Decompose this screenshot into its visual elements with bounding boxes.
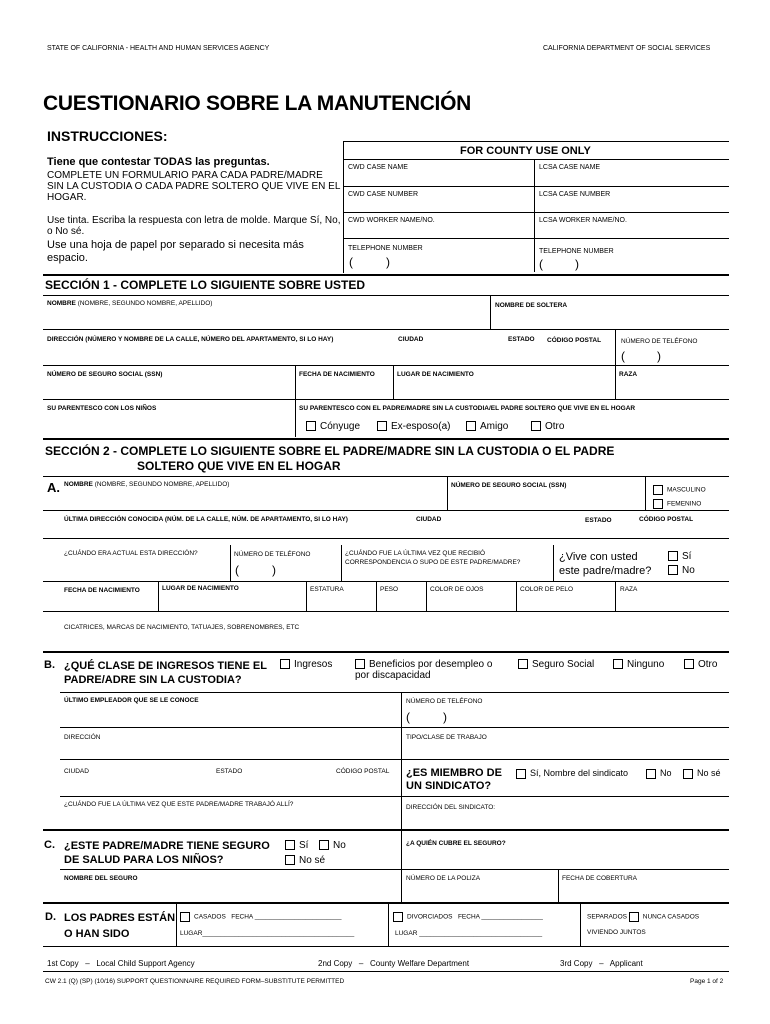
paren: (	[406, 710, 410, 724]
s1-codigo-field[interactable]: CÓDIGO POSTAL	[547, 337, 602, 344]
label: No sé	[697, 768, 721, 778]
s2-cicatrices-field[interactable]: CICATRICES, MARCAS DE NACIMIENTO, TATUAJES, SOBRENOMBRES, ETC	[64, 624, 300, 631]
checkbox[interactable]	[377, 421, 387, 431]
label: Sí	[299, 840, 309, 851]
checkbox[interactable]	[668, 565, 678, 575]
b-telefono-field[interactable]: NÚMERO DE TELÉFONO	[406, 698, 483, 705]
s1-direccion-field[interactable]: DIRECCIÓN (NÚMERO Y NOMBRE DE LA CALLE, NÚMERO DEL APARTAMENTO, SI LO HAY)	[47, 336, 334, 343]
label: Ingresos	[294, 659, 333, 670]
copy-1: 1st Copy – Local Child Support Agency	[47, 959, 195, 968]
checkbox[interactable]	[653, 499, 663, 509]
opt-seguro-si[interactable]	[285, 840, 308, 851]
b-tipo-field[interactable]: TIPO/CLASE DE TRABAJO	[406, 734, 487, 741]
label: Sí	[682, 551, 692, 562]
opt-sindicato-si[interactable]	[516, 768, 628, 779]
label: Ex-esposo(a)	[391, 421, 451, 432]
label: Amigo	[480, 421, 509, 432]
s2-ultima-dir-field[interactable]: ÚLTIMA DIRECCIÓN CONOCIDA (NÚM. DE LA CALLE, NÚM. DE APARTAMENTO, SI LO HAY)	[64, 516, 348, 523]
label: CASADOS	[194, 913, 226, 921]
checkbox[interactable]	[668, 551, 678, 561]
paren: (	[621, 349, 625, 363]
section-b-question: ¿QUÉ CLASE DE INGRESOS TIENE EL PADRE/ADRE SIN LA CUSTODIA?	[64, 660, 267, 686]
s1-fecha-nac-field[interactable]: FECHA DE NACIMIENTO	[299, 371, 375, 378]
lcsa-worker-field[interactable]: LCSA WORKER NAME/NO.	[539, 217, 627, 224]
opt-masculino[interactable]	[653, 485, 706, 495]
paren: )	[443, 710, 447, 724]
s2-ciudad-field[interactable]: CIUDAD	[416, 516, 442, 523]
opt-femenino[interactable]	[653, 499, 701, 509]
label: Otro	[545, 421, 565, 432]
page-title: CUESTIONARIO SOBRE LA MANUTENCIÓN	[43, 92, 471, 115]
opt-beneficios[interactable]	[355, 659, 505, 681]
section1-title: SECCIÓN 1 - COMPLETE LO SIGUIENTE SOBRE USTED	[45, 278, 366, 292]
s2-fecha-nac-field[interactable]: FECHA DE NACIMIENTO	[64, 587, 140, 594]
s2-pelo-field[interactable]: COLOR DE PELO	[520, 586, 574, 593]
s2-estado-field[interactable]: ESTADO	[585, 517, 612, 524]
opt-otro[interactable]	[531, 421, 564, 432]
vive-no[interactable]	[668, 565, 695, 576]
opt-seguro-no[interactable]	[319, 840, 346, 851]
paren: (	[349, 255, 353, 269]
section-b-letter: B.	[44, 659, 55, 671]
paren: )	[575, 257, 579, 271]
opt-amigo[interactable]	[466, 421, 508, 432]
lcsa-telephone-field[interactable]: TELEPHONE NUMBER	[539, 248, 614, 255]
s1-ssn-field[interactable]: NÚMERO DE SEGURO SOCIAL (SSN)	[47, 371, 163, 378]
s1-lugar-nac-field[interactable]: LUGAR DE NACIMIENTO	[397, 371, 474, 378]
s1-nombre-field[interactable]	[47, 300, 212, 307]
form-number: CW 2.1 (Q) (SP) (10/16) SUPPORT QUESTIONNAIRE REQUIRED FORM–SUBSTITUTE PERMITTED	[45, 978, 345, 985]
label: NOMBRE	[47, 300, 76, 307]
b-empleador-field[interactable]: ÚLTIMO EMPLEADOR QUE SE LE CONOCE	[64, 697, 199, 704]
c-numero-poliza-field[interactable]: NÚMERO DE LA POLIZA	[406, 875, 481, 882]
cwd-worker-field[interactable]: CWD WORKER NAME/NO.	[348, 217, 435, 224]
opt-conyuge[interactable]	[306, 421, 360, 432]
s2-estatura-field[interactable]: ESTATURA	[310, 586, 344, 593]
opt-exesposo[interactable]	[377, 421, 450, 432]
cwd-case-number-field[interactable]: CWD CASE NUMBER	[348, 191, 419, 198]
fecha-label: FECHA	[457, 913, 480, 921]
nunca-label: NUNCA CASADOS	[642, 913, 700, 921]
opt-sindicato-no[interactable]	[646, 768, 672, 779]
label: No	[333, 840, 346, 851]
b-estado-field[interactable]: ESTADO	[216, 768, 243, 775]
label: Ninguno	[627, 659, 665, 670]
label: Otro	[698, 659, 718, 670]
label: SEPARADOS	[587, 913, 627, 921]
checkbox[interactable]	[684, 659, 694, 669]
fecha-label: FECHA	[231, 913, 253, 921]
b-codigo-field[interactable]: CÓDIGO POSTAL	[336, 768, 390, 775]
s2-nombre-field[interactable]	[64, 481, 229, 488]
checkbox[interactable]	[280, 659, 290, 669]
casados-lugar-field[interactable]: LUGAR__________________________________________	[180, 930, 355, 937]
section-d-question: LOS PADRES ESTÁN O HAN SIDO	[64, 912, 176, 940]
s2-lugar-nac-field[interactable]: LUGAR DE NACIMIENTO	[162, 585, 239, 592]
section-a-letter: A.	[47, 480, 60, 495]
checkbox[interactable]	[516, 769, 526, 779]
c-quien-field[interactable]: ¿A QUIÉN CUBRE EL SEGURO?	[406, 840, 506, 847]
label: DIVORCIADOS	[407, 913, 453, 921]
opt-ingresos[interactable]	[280, 659, 332, 670]
opt-separados[interactable]	[587, 912, 699, 922]
copy-3: 3rd Copy – Applicant	[560, 959, 643, 968]
agency-header: STATE OF CALIFORNIA - HEALTH AND HUMAN SERVICES AGENCY	[47, 45, 270, 52]
checkbox[interactable]	[306, 421, 316, 431]
s1-parentesco-padre-label: SU PARENTESCO CON EL PADRE/MADRE SIN LA CUSTODIA/EL PADRE SOLTERO QUE VIVE EN EL HOGAR	[299, 405, 636, 412]
s2-ssn-field[interactable]: NÚMERO DE SEGURO SOCIAL (SSN)	[451, 482, 567, 489]
page-number: Page 1 of 2	[690, 978, 724, 985]
opt-ninguno[interactable]	[613, 659, 664, 670]
cwd-telephone-field[interactable]: TELEPHONE NUMBER	[348, 245, 423, 252]
label: No sé	[299, 855, 326, 866]
c-nombre-seguro-field[interactable]: NOMBRE DEL SEGURO	[64, 875, 138, 882]
s2-ojos-field[interactable]: COLOR DE OJOS	[430, 586, 484, 593]
hint: (NOMBRE, SEGUNDO NOMBRE, APELLIDO)	[77, 300, 213, 307]
county-box-title: FOR COUNTY USE ONLY	[460, 145, 591, 157]
c-fecha-cobertura-field[interactable]: FECHA DE COBERTURA	[562, 875, 638, 882]
lcsa-case-number-field[interactable]: LCSA CASE NUMBER	[539, 191, 611, 198]
section2-title-1: SECCIÓN 2 - COMPLETE LO SIGUIENTE SOBRE EL PADRE/MADRE SIN LA CUSTODIA O EL PADRE	[45, 444, 615, 458]
opt-sindicato-nose[interactable]	[683, 768, 721, 779]
s2-telefono-field[interactable]: NÚMERO DE TELÉFONO	[234, 551, 311, 558]
checkbox[interactable]	[285, 840, 295, 850]
label: Beneficios por desempleo o por discapacidad	[355, 659, 493, 681]
label: Cónyuge	[320, 421, 361, 432]
s1-raza-field[interactable]: RAZA	[619, 371, 638, 378]
label: No	[660, 768, 672, 778]
checkbox[interactable]	[531, 421, 541, 431]
s2-raza-field[interactable]: RAZA	[620, 586, 638, 593]
label: Sí, Nombre del sindicato	[530, 768, 629, 778]
s1-parentesco-ninos-field[interactable]: SU PARENTESCO CON LOS NIÑOS	[47, 405, 157, 412]
lugar-label: LUGAR	[395, 930, 418, 937]
checkbox[interactable]	[393, 912, 403, 922]
b-direccion-field[interactable]: DIRECCIÓN	[64, 734, 101, 741]
checkbox[interactable]	[518, 659, 528, 669]
paren: (	[539, 257, 543, 271]
paren: (	[235, 563, 239, 577]
checkbox[interactable]	[683, 769, 693, 779]
opt-divorciados[interactable]: DIVORCIADOS FECHA _________________	[393, 912, 543, 922]
s2-cuando-dir-field[interactable]: ¿CUÁNDO ERA ACTUAL ESTA DIRECCIÓN?	[64, 550, 198, 557]
b-dir-sindicato-field[interactable]: DIRECCIÓN DEL SINDICATO:	[406, 804, 496, 811]
s1-soltera-field[interactable]: NOMBRE DE SOLTERA	[495, 302, 568, 309]
vive-si[interactable]	[668, 551, 691, 562]
opt-seguro-nose[interactable]	[285, 855, 325, 866]
checkbox[interactable]	[355, 659, 365, 669]
paren: )	[386, 255, 390, 269]
s2-codigo-field[interactable]: CÓDIGO POSTAL	[639, 516, 694, 523]
lugar-label: LUGAR	[180, 930, 203, 937]
s2-peso-field[interactable]: PESO	[380, 586, 399, 593]
s1-estado-field[interactable]: ESTADO	[508, 336, 535, 343]
checkbox[interactable]	[180, 912, 190, 922]
checkbox[interactable]	[646, 769, 656, 779]
sindicato-question: ¿ES MIEMBRO DE UN SINDICATO?	[406, 767, 502, 792]
label: Seguro Social	[532, 659, 595, 670]
b-ciudad-field[interactable]: CIUDAD	[64, 768, 89, 775]
checkbox[interactable]	[653, 485, 663, 495]
divorciados-lugar-field[interactable]: LUGAR __________________________________	[395, 930, 543, 937]
label: MASCULINO	[667, 486, 706, 494]
paren: )	[272, 563, 276, 577]
label: NOMBRE	[64, 481, 93, 488]
copy-2: 2nd Copy – County Welfare Department	[318, 959, 470, 968]
instructions-heading: INSTRUCCIONES:	[47, 128, 168, 144]
opt-casados[interactable]: CASADOS FECHA ________________________	[180, 912, 341, 922]
label: No	[682, 565, 695, 576]
department-header: CALIFORNIA DEPARTMENT OF SOCIAL SERVICES	[543, 45, 711, 52]
section-c-question: ¿ESTE PADRE/MADRE TIENE SEGURO DE SALUD PARA LOS NIÑOS?	[64, 840, 270, 866]
label: FEMENINO	[667, 500, 702, 508]
section-d-letter: D.	[45, 911, 56, 923]
checkbox[interactable]	[285, 855, 295, 865]
opt-viviendo[interactable]: VIVIENDO JUNTOS	[587, 929, 646, 936]
s1-ciudad-field[interactable]: CIUDAD	[398, 336, 424, 343]
opt-otro-ingreso[interactable]	[684, 659, 717, 670]
hint: (NOMBRE, SEGUNDO NOMBRE, APELLIDO)	[94, 481, 230, 488]
checkbox[interactable]	[613, 659, 623, 669]
checkbox[interactable]	[319, 840, 329, 850]
instructions-line3: Use tinta. Escriba la respuesta con letra de molde. Marque Sí, No, o No sé.	[47, 215, 341, 237]
section2-title-2: SOLTERO QUE VIVE EN EL HOGAR	[137, 459, 341, 473]
section-c-letter: C.	[44, 839, 55, 851]
instructions-line1: Tiene que contestar TODAS las preguntas.	[47, 156, 270, 168]
s1-telefono-field[interactable]: NÚMERO DE TELÉFONO	[621, 338, 698, 345]
vive-question: ¿Vive con usted este padre/madre?	[559, 551, 652, 577]
paren: )	[657, 349, 661, 363]
instructions-line2: COMPLETE UN FORMULARIO PARA CADA PADRE/MADRE SIN LA CUSTODIA O CADA PADRE SOLTERO QUE VIVE EN EL HOGAR.	[47, 170, 341, 203]
s2-cuando-corr-field[interactable]: ¿CUÁNDO FUE LA ÚLTIMA VEZ QUE RECIBIÓ CORRESPONDENCIA O SUPO DE ESTE PADRE/MADRE?	[345, 550, 521, 566]
opt-seguro-social[interactable]	[518, 659, 594, 670]
county-use-box	[343, 141, 729, 273]
instructions-line4: Use una hoja de papel por separado si necesita más espacio.	[47, 239, 304, 264]
checkbox[interactable]	[466, 421, 476, 431]
lcsa-case-name-field[interactable]: LCSA CASE NAME	[539, 164, 601, 171]
cwd-case-name-field[interactable]: CWD CASE NAME	[348, 164, 408, 171]
b-cuando-trabajo-field[interactable]: ¿CUÁNDO FUE LA ÚLTIMA VEZ QUE ESTE PADRE/MADRE TRABAJÓ ALLÍ?	[64, 801, 294, 808]
checkbox[interactable]	[629, 912, 639, 922]
